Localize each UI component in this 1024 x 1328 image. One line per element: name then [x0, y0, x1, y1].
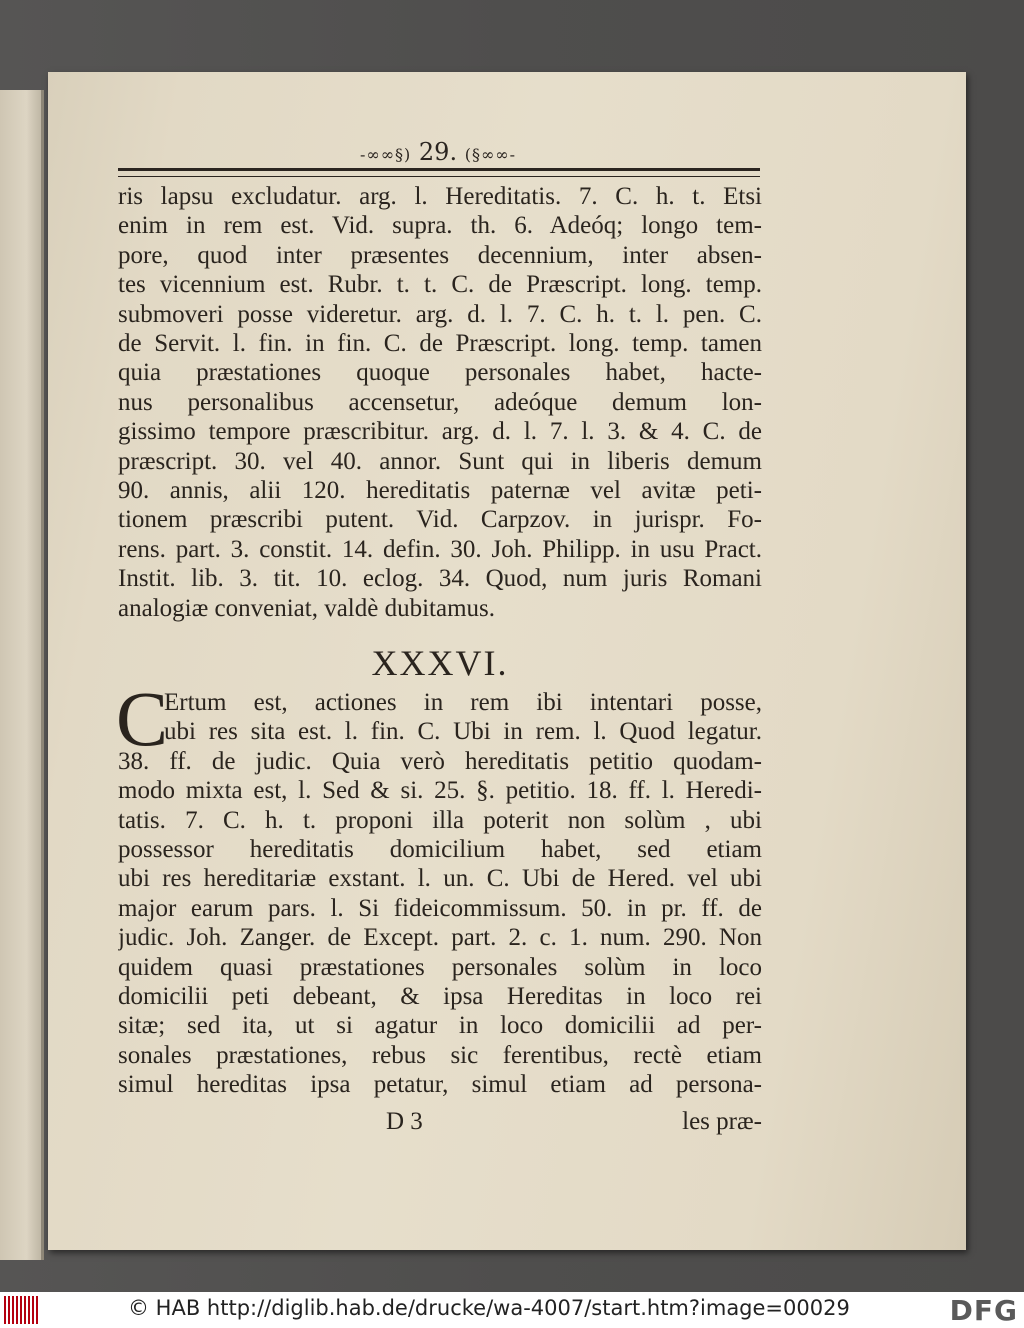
- text-line: possessor hereditatis domicilium habet, sed etiam: [118, 836, 762, 864]
- text-line: ubi res sita est. l. fin. C. Ubi in rem. l. Quod legatur.: [164, 718, 762, 746]
- header-left-ornament: -∞∞§): [359, 145, 412, 164]
- barcode-icon: [4, 1296, 40, 1324]
- text-line: 90. annis, alii 120. hereditatis paternæ vel avitæ peti-: [118, 477, 762, 505]
- book-page: [48, 72, 966, 1250]
- paragraph-1: [118, 182, 762, 623]
- text-line: quidem quasi præstationes personales solùm in loco: [118, 953, 762, 981]
- previous-page-edge: [0, 90, 44, 1260]
- text-line: Ertum est, actiones in rem ibi intentari posse,: [164, 689, 762, 716]
- text-line: Instit. lib. 3. tit. 10. eclog. 34. Quod, num juris Romani: [118, 565, 762, 593]
- catchword: les præ-: [682, 1108, 762, 1135]
- page-header: [118, 138, 758, 166]
- text-line: rens. part. 3. constit. 14. defin. 30. Joh. Philipp. in usu Pract.: [118, 535, 762, 563]
- dfg-logo: DFG: [949, 1294, 1018, 1327]
- viewer-footer: [0, 1292, 1024, 1328]
- text-line: sonales præstationes, rebus sic ferentibus, rectè etiam: [118, 1041, 762, 1069]
- text-line: ubi res hereditariæ exstant. l. un. C. Ubi de Hered. vel ubi: [118, 865, 762, 893]
- header-rule: [118, 168, 760, 177]
- text-line: domicilii peti debeant, & ipsa Hereditas in loco rei: [118, 983, 762, 1011]
- text-line: ris lapsu excludatur. arg. l. Hereditatis. 7. C. h. t. Etsi: [118, 183, 762, 210]
- text-line: submoveri posse videretur. arg. d. l. 7. C. h. t. l. pen. C.: [118, 300, 762, 328]
- text-line: tatis. 7. C. h. t. proponi illa poterit non solùm , ubi: [118, 806, 762, 834]
- text-line: pore, quod inter præsentes decennium, inter absen-: [118, 241, 762, 269]
- text-line: enim in rem est. Vid. supra. th. 6. Adeóq; longo tem-: [118, 212, 762, 240]
- text-line: præscript. 30. vel 40. annor. Sunt qui in liberis demum: [118, 447, 762, 475]
- text-line: simul hereditas ipsa petatur, simul etiam ad persona-: [118, 1071, 762, 1099]
- signature-mark: D 3: [386, 1108, 423, 1135]
- paragraph-2: [116, 675, 762, 1100]
- text-line: sitæ; sed ita, ut si agatur in loco domicilii ad per-: [118, 1012, 762, 1040]
- section-heading: XXXVI.: [371, 643, 509, 683]
- drop-cap: C: [116, 675, 169, 762]
- text-line: quia præstationes quoque personales habet, hacte-: [118, 359, 762, 387]
- text-line: major earum pars. l. Si fideicommissum. 50. in pr. ff. de: [118, 894, 762, 922]
- text-line: judic. Joh. Zanger. de Except. part. 2. c. 1. num. 290. Non: [118, 924, 762, 952]
- text-line: 38. ff. de judic. Quia verò hereditatis petitio quodam-: [118, 747, 762, 775]
- text-line: gissimo tempore præscribitur. arg. d. l. 7. l. 3. & 4. C. de: [118, 418, 762, 446]
- header-right-ornament: (§∞∞-: [464, 145, 517, 164]
- copyright-link[interactable]: © HAB http://diglib.hab.de/drucke/wa-4007/start.htm?image=00029: [128, 1296, 850, 1320]
- text-line: tionem præscribi putent. Vid. Carpzov. in jurispr. Fo-: [118, 506, 762, 534]
- text-line: modo mixta est, l. Sed & si. 25. §. petitio. 18. ff. l. Heredi-: [118, 777, 762, 805]
- text-line: nus personalibus accensetur, adeóque demum lon-: [118, 388, 762, 416]
- text-line: de Servit. l. fin. in fin. C. de Præscript. long. temp. tamen: [118, 330, 762, 358]
- text-line: tes vicennium est. Rubr. t. t. C. de Præscript. long. temp.: [118, 271, 762, 299]
- page-number: 29.: [418, 138, 458, 166]
- text-line: analogiæ conveniat, valdè dubitamus.: [118, 594, 495, 622]
